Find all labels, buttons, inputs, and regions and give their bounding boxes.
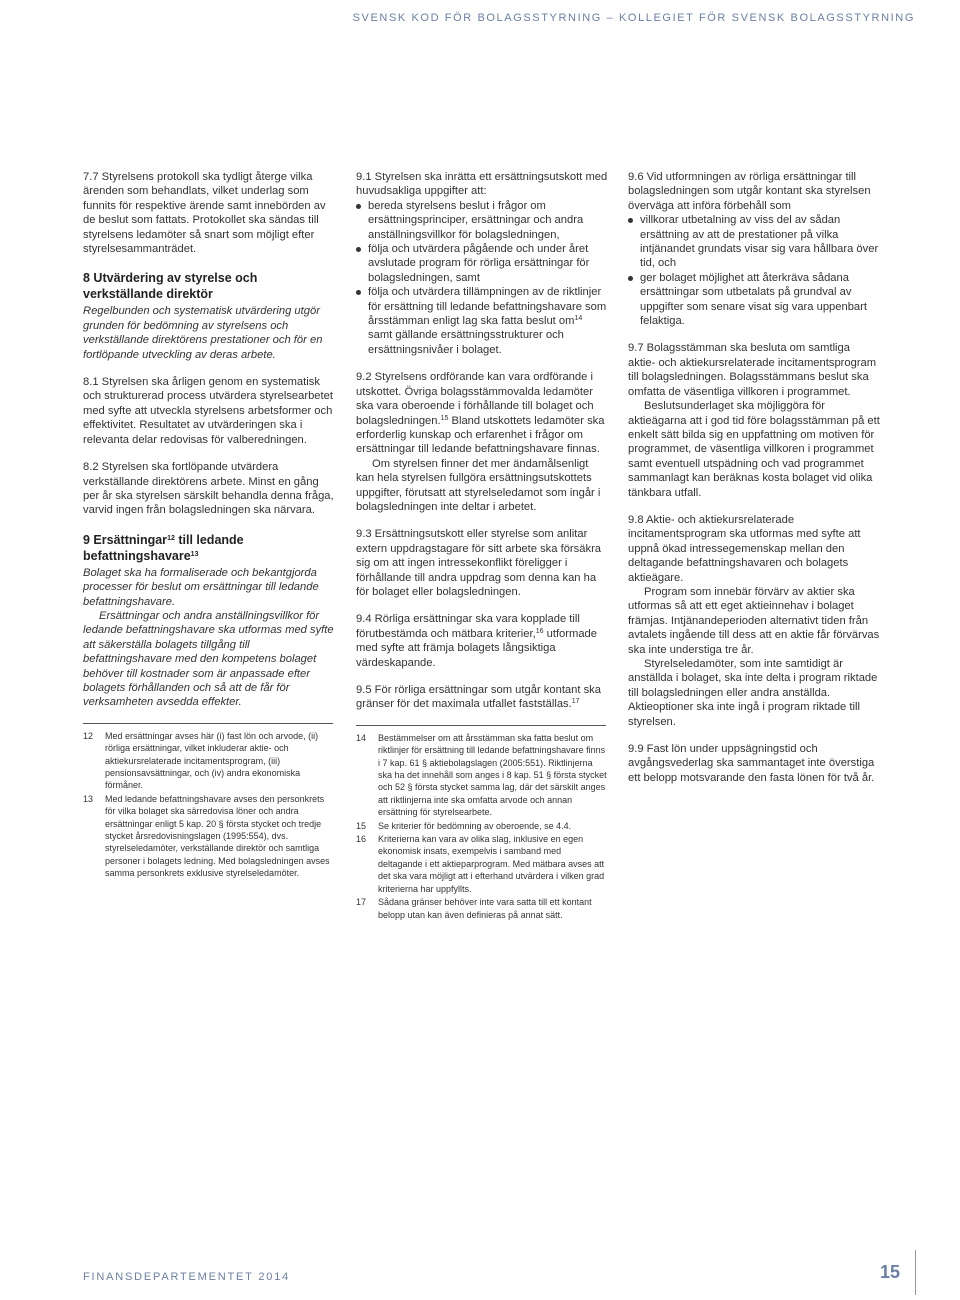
list-item: följa och utvärdera pågående och under året avslutade program för rörliga ersättningar för bolagsledningen, samt	[356, 242, 608, 285]
paragraph-9-1: 9.1 Styrelsen ska inrätta ett ersättningsutskott med huvudsakliga uppgifter att:	[356, 171, 608, 198]
section-8-lead: Regelbunden och systematisk utvärdering utgör grunden för bedömning av styrelsens och verkställande direktörens prestationer och för en fortlöpande utveckling av deras arbete.	[83, 305, 323, 361]
footnote-12	[83, 730, 335, 792]
list-item: bereda styrelsens beslut i frågor om ersättningsprinciper, ersättningar och andra anställningsvillkor för bolagsledningen,	[356, 199, 608, 242]
footnote-13	[83, 793, 335, 880]
footnote-ref-15: 15	[440, 414, 449, 422]
paragraph-9-2-a: 9.2 Styrelsens ordförande kan vara ordförande i utskottet. Övriga bolagsstämmovalda ledamöter ska vara oberoende i förhållande till bolaget och bolagsledningen.	[356, 371, 594, 427]
footnote-divider	[356, 725, 606, 726]
paragraph-9-7-b: Beslutsunderlaget ska möjliggöra för aktieägarna att i god tid före bolagsstämman på ett enkelt sätt bilda sig en uppfattning om motiven för programmet, de väsentliga villkoren i programmet samt eventuell utspädning och vad programmet sammanlagt kan beräknas kosta bolaget vid olika tänkbara utfall.	[628, 400, 880, 499]
paragraph-9-2-c: Om styrelsen finner det mer ändamålsenligt kan hela styrelsen fullgöra ersättningsutskottets uppgifter, förutsatt att styrelseledamot som ingår i bolagsledningen inte deltar i arbetet.	[356, 457, 601, 513]
section-9-title	[83, 532, 335, 564]
page-number: 15	[880, 1262, 901, 1282]
footnote-number: 15	[356, 820, 367, 831]
bullet-list-9-6	[628, 213, 880, 328]
paragraph-9-7: 9.7 Bolagsstämman ska besluta om samtliga aktie- och aktiekursrelaterade incitamentsprogram till bolagsledningen. Bolagsstämmans beslut ska omfatta de väsentliga villkoren i programmet.	[628, 342, 877, 398]
footnote-ref-16: 16	[535, 627, 544, 635]
section-9-lead-2: Ersättningar och andra anställningsvillkor för ledande befattningshavare ska utformas med syfte att säkerställa bolagets tillgång till befattningshavare med den kompetens bolaget behöver till kostnader som är anpassade efter bolagets förhållanden och så att de får för verksamheten avsedda effekter.	[83, 609, 334, 709]
list-item	[356, 285, 608, 357]
footnote-16	[356, 833, 608, 895]
paragraph-9-5	[356, 683, 608, 712]
footnote-number: 17	[356, 897, 367, 908]
paragraph-7-7: 7.7 Styrelsens protokoll ska tydligt återge vilka ärenden som behandlats, vilket underlag som funnits för respektive ärende samt innebörden av de beslut som fattats. Protokollet ska sändas till styrelsens ledamöter så snart som möjligt efter styrelsesammanträdet.	[83, 171, 326, 256]
list-item-text: följa och utvärdera tillämpningen av de riktlinjer för ersättning till ledande befattningshavare som årsstämman enligt lag ska fatta beslut om	[368, 286, 607, 328]
bullet-list-9-1	[356, 199, 608, 357]
footnote-number: 12	[83, 730, 94, 741]
list-item: villkorar utbetalning av viss del av sådan ersättning av att de prestationer på vilka intjänandet grundats visar sig vara hållbara över tid, och	[628, 213, 880, 271]
paragraph-9-3: 9.3 Ersättningsutskott eller styrelse som anlitar extern uppdragstagare för sitt arbete ska försäkra sig om att ingen intressekonflikt föreligger i förhållande till andra uppdrag som denna kan ha för bolaget eller bolagsledningen.	[356, 528, 602, 598]
footnote-ref-12: 12	[167, 534, 175, 542]
footnote-14	[356, 732, 608, 819]
section-9-lead-1: Bolaget ska ha formaliserade och bekantgjorda processer för beslut om ersättningar till ledande befattningshavare.	[83, 566, 319, 608]
footnote-text: Se kriterier för bedömning av oberoende, se 4.4.	[378, 820, 572, 831]
paragraph-9-5-a: 9.5 För rörliga ersättningar som utgår kontant ska gränser för det maximala utfallet fastställas.	[356, 684, 601, 711]
footnote-17	[356, 896, 608, 921]
footer-publisher: FINANSDEPARTEMENTET 2014	[83, 1271, 291, 1283]
footnote-text: Sådana gränser behöver inte vara satta till ett kontant belopp utan kan även definieras på annat sätt.	[378, 897, 592, 920]
footnote-ref-13: 13	[190, 550, 199, 558]
paragraph-9-2-b: Bland utskottets ledamöter ska erforderlig kunskap och erfarenhet i frågor om ersättningar till ledande befattningshavare finnas.	[356, 414, 605, 456]
footnote-number: 14	[356, 732, 367, 743]
list-item-tail: samt gällande ersättningsstrukturer och ersättningsnivåer i bolaget.	[368, 329, 564, 356]
paragraph-9-9: 9.9 Fast lön under uppsägningstid och avgångsvederlag ska sammantaget inte överstiga ett belopp motsvarande den fasta lönen för två år.	[628, 743, 875, 784]
paragraph-9-4-b: utformade med syfte att främja bolagets långsiktiga värdeskapande.	[356, 627, 597, 669]
footnote-text: Med ersättningar avses här (i) fast lön och arvode, (ii) rörliga ersättningar, vilket inkluderar aktie- och aktiekursrelaterade incitamentsprogram, (iii) pensionsavsättningar, och (iv) andra ekonomiska förmåner.	[105, 730, 319, 791]
footnote-number: 16	[356, 834, 367, 845]
paragraph-8-1: 8.1 Styrelsen ska årligen genom en systematisk och strukturerad process utvärdera styrelsearbetet med syfte att utveckla styrelsens arbetsformer och effektivitet. Resultatet av utvärderingen ska i relevanta delar redovisas för valberedningen.	[83, 376, 333, 446]
footer-divider	[915, 1250, 916, 1295]
paragraph-9-4-a: 9.4 Rörliga ersättningar ska vara kopplade till förutbestämda och mätbara kriterier,	[356, 613, 580, 640]
section-9-title-a: 9 Ersättningar	[83, 532, 168, 547]
footnote-number: 13	[83, 793, 94, 804]
paragraph-9-8-c: Styrelseledamöter, som inte samtidigt är anställda i bolaget, ska inte delta i program riktade till bolagsledningen eller andra anställda. Aktieoptioner ska inte ingå i program riktade till styrelsen.	[628, 658, 878, 728]
column-2	[356, 170, 608, 922]
running-header: SVENSK KOD FÖR BOLAGSSTYRNING – KOLLEGIET FÖR SVENSK BOLAGSSTYRNING	[352, 12, 915, 24]
paragraph-8-2: 8.2 Styrelsen ska fortlöpande utvärdera verkställande direktörens arbete. Minst en gång per år ska styrelsen särskilt behandla denna fråga, varvid ingen från bolagsledningen ska närvara.	[83, 461, 334, 517]
column-1	[83, 170, 335, 881]
paragraph-9-8-b: Program som innebär förvärv av aktier ska utformas så att ett eget aktieinnehav i bolaget främjas. Intjänandeperioden alternativt tiden från avtalets ingående till dess att en aktie får förvärvas ska inte understiga tre år.	[628, 585, 880, 656]
footnote-15	[356, 820, 608, 832]
paragraph-9-2	[356, 370, 608, 456]
paragraph-9-8: 9.8 Aktie- och aktiekursrelaterade incitamentsprogram ska utformas med syfte att uppnå ökad intressegemenskap mellan den deltagande befattningshavaren och bolagets aktieägare.	[628, 513, 861, 584]
section-8-title: 8 Utvärdering av styrelse och verkställande direktör	[83, 271, 258, 302]
paragraph-9-6: 9.6 Vid utformningen av rörliga ersättningar till bolagsledningen som utgår kontant ska styrelsen överväga att införa förbehåll som	[628, 171, 871, 212]
footnote-text: Kriterierna kan vara av olika slag, inklusive en egen ekonomisk insats, exempelvis i samband med deltagande i ett aktieparprogram. Med mätbara avses att det ska vara möjligt att i efterhand utvärdera i vilken grad kriterierna har uppfyllts.	[378, 834, 605, 894]
footnote-text: Bestämmelser om att årsstämman ska fatta beslut om riktlinjer för ersättning till ledande befattningshavare finns i 7 kap. 61 § aktiebolagslagen (2005:551). Riktlinjerna ska ha det innehåll som anges i 8 kap. 51 § första stycket och 52 § första stycket samma lag, där det särskilt anges att riktlinjerna inte ska omfatta arvode och annan ersättning för styrelsearbete.	[378, 732, 607, 818]
footnote-text: Med ledande befattningshavare avses den personkrets för vilka bolaget ska särredovisa löner och andra ersättningar enligt 5 kap. 20 § första stycket och tredje stycket årsredovisningslagen (1995:554), dvs. styrelseledamöter, verkställande direktör och samtliga personer i bolagets ledning. Med bolagsledningen avses samma personkrets exklusive styrelseledamöter.	[105, 793, 330, 879]
footnote-divider	[83, 723, 333, 724]
list-item: ger bolaget möjlighet att återkräva sådana ersättningar som utbetalats på grundval av uppgifter som senare visat sig vara uppenbart felaktiga.	[628, 271, 880, 329]
footnote-ref-14: 14	[574, 315, 583, 323]
section-9-title-b: till ledande befattningshavare	[83, 532, 244, 563]
column-3	[628, 170, 880, 798]
paragraph-9-4	[356, 612, 608, 670]
footnote-ref-17: 17	[571, 698, 580, 706]
